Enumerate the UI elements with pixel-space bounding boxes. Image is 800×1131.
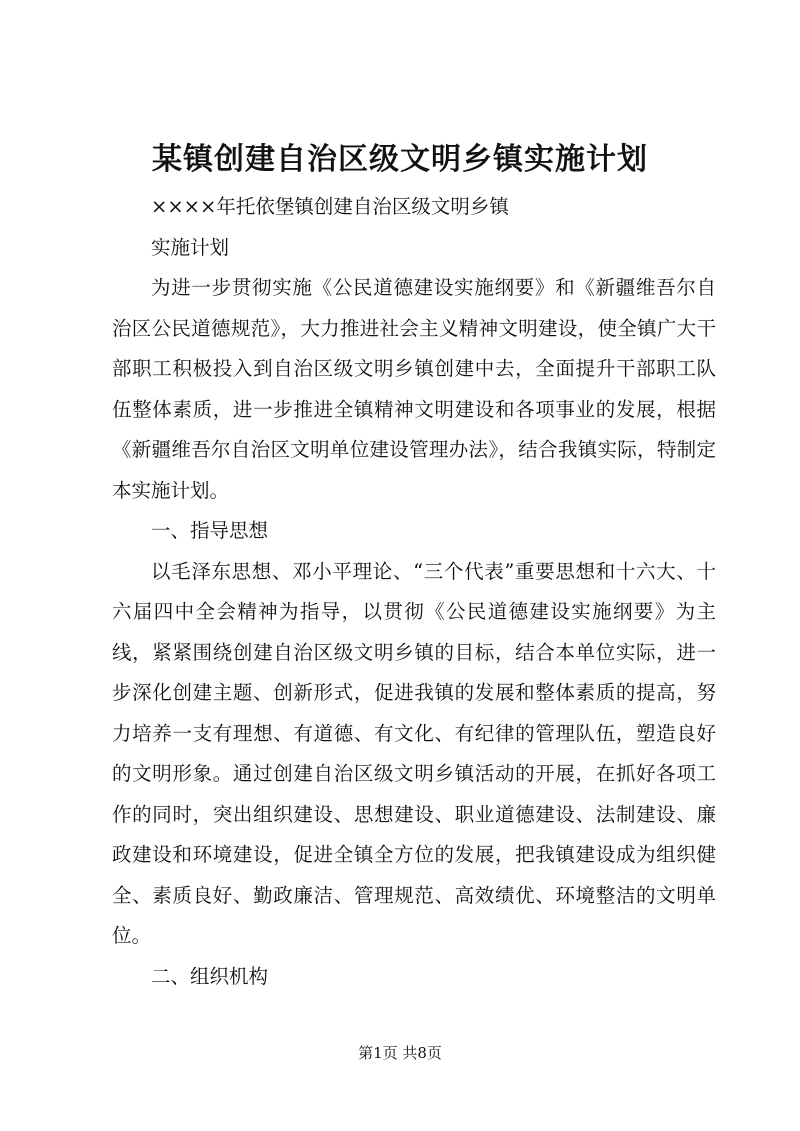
section-heading-organization: 二、组织机构 xyxy=(151,964,269,988)
page-footer: 第1页 共8页 xyxy=(358,1044,442,1062)
guiding-thought-paragraph: 以毛泽东思想、邓小平理论、“三个代表”重要思想和十六大、十六届四中全会精神为指导，以贯彻《公民道德建设实施纲要》为主线，紧紧围绕创建自治区级文明乡镇的目标，结合本单位实际，进一步深化创建主题、创新形式，促进我镇的发展和整体素质的提高，努力培养一支有理想、有道德、有文化、有纪律的管理队伍，塑造良好的文明形象。通过创建自治区级文明乡镇活动的开展，在抓好各项工作的同时，突出组织建设、思想建设、职业道德建设、法制建设、廉政建设和环境建设，促进全镇全方位的发展，把我镇建设成为组织健全、素质良好、勤政廉洁、管理规范、高效绩优、环境整洁的文明单位。 xyxy=(112,559,716,947)
intro-paragraph: 为进一步贯彻实施《公民道德建设实施纲要》和《新疆维吾尔自治区公民道德规范》，大力推进社会主义精神文明建设，使全镇广大干部职工积极投入到自治区级文明乡镇创建中去，全面提升干部职工队伍整体素质，进一步推进全镇精神文明建设和各项事业的发展，根据《新疆维吾尔自治区文明单位建设管理办法》，结合我镇实际，特制定本实施计划。 xyxy=(112,276,716,502)
subtitle-line-2: 实施计划 xyxy=(151,235,230,259)
document-title: 某镇创建自治区级文明乡镇实施计划 xyxy=(152,142,648,177)
subtitle-line: ××××年托依堡镇创建自治区级文明乡镇 xyxy=(151,195,509,218)
document-body xyxy=(112,187,716,997)
section-heading-guiding-thought: 一、指导思想 xyxy=(151,519,269,542)
